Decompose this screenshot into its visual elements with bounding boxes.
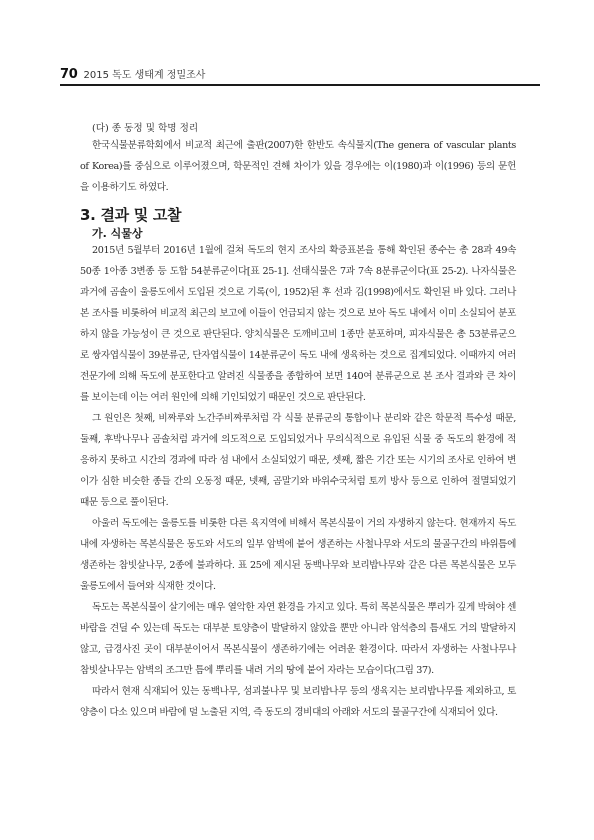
results-paragraph-1: 2015년 5월부터 2016년 1월에 걸쳐 독도의 현지 조사의 확증표본을 통해 확인된 종수는 총 28과 49속 50종 1아종 3변종 등 도합 54분류군이다[표 25-1]. 선태식물은 7과 7속 8분류군이다(표 25-2). 나자식물은 과거에 곰솔이 울릉도에서 도입된 것으로 기록(이, 1952)된 후 선과 김(1998)에서도 확인된 바 있다. 그러나 본 조사를 비롯하여 비교적 최근의 보고에 이들이 언급되지 않는 것으로 보아 독도 내에서 이미 소실되어 분포하지 않을 가능성이 큰 것으로 판단된다. 양치식물은 도깨비고비 1종만 분포하며, 피자식물은 총 53분류군으로 쌍자엽식물이 39분류군, 단자엽식물이 14분류군이 독도 내에 생육하는 것으로 집계되었다. 이때까지 여러 전문가에 의해 독도에 분포한다고 알려진 식물종을 종합하여 보면 140여 분류군으로 본 조사 결과와 큰 차이를 보이는데 이는 여러 원인에 의해 기인되었기 때문인 것으로 판단된다. (80, 245, 516, 403)
methods-body (80, 135, 516, 198)
page-number: 70 (60, 67, 78, 82)
running-head: 2015 독도 생태계 정밀조사 (83, 70, 206, 81)
section-title: 3. 결과 및 고찰 (80, 206, 182, 224)
header-rule (60, 84, 540, 86)
results-paragraph-3: 아울러 독도에는 울릉도를 비롯한 다른 육지역에 비해서 목본식물이 거의 자생하지 않는다. 현재까지 독도 내에 자생하는 목본식물은 동도와 서도의 일부 암벽에 붙어 생존하는 사철나무와 서도의 물골구간의 바위틈에 생존하는 참빗살나무, 2종에 불과하다. 표 25에 제시된 동백나무와 보리밥나무와 같은 다른 목본식물은 모두 울릉도에서 들여와 식재한 것이다. (80, 518, 516, 592)
header-line (60, 66, 540, 82)
page-header (60, 66, 540, 82)
results-paragraph-5: 따라서 현재 식재되어 있는 동백나무, 섬괴불나무 및 보리밥나무 등의 생육지는 보리밥나무를 제외하고, 토양층이 다소 있으며 바람에 덜 노출된 지역, 즉 동도의 경비대의 아래와 서도의 물골구간에 식재되어 있다. (80, 686, 516, 718)
methods-subheading: (다) 종 동정 및 학명 정리 (92, 123, 199, 134)
results-paragraph-2: 그 원인은 첫째, 비짜루와 노간주비짜루처럼 각 식물 분류군의 통합이나 분리와 같은 학문적 특수성 때문, 둘째, 후박나무나 곰솔처럼 과거에 의도적으로 도입되었거나 무의식적으로 유입된 식물 중 독도의 환경에 적응하지 못하고 시간의 경과에 따라 섬 내에서 소실되었기 때문, 셋째, 짧은 기간 또는 시기의 조사로 인하여 변이가 심한 비슷한 종들 간의 오동정 때문, 넷째, 곰말기와 바위수국처럼 토끼 방사 등으로 인하여 절멸되었기 때문 등으로 풀이된다. (80, 413, 516, 508)
results-paragraph-4: 독도는 목본식물이 살기에는 매우 열악한 자연 환경을 가지고 있다. 특히 목본식물은 뿌리가 깊게 박혀야 센 바람을 견딜 수 있는데 독도는 대부분 토양층이 발달하지 않았을 뿐만 아니라 암석층의 틈새도 거의 발달하지 않고, 급경사진 곳이 대부분이어서 목본식물이 생존하기에는 어려운 환경이다. 따라서 자생하는 사철나무나 참빗살나무는 암벽의 조그만 틈에 뿌리를 내려 거의 땅에 붙어 자라는 모습이다(그림 37). (80, 602, 516, 676)
results-body (80, 240, 516, 723)
methods-paragraph: 한국식물분류학회에서 비교적 최근에 출판(2007)한 한반도 속식물지(The genera of vascular plants of Korea)를 중심으로 이루어졌으며, 학문적인 견해 차이가 있을 경우에는 이(1980)과 이(1996) 등의 문헌을 이용하기도 하였다. (80, 140, 516, 193)
subsection-title: 가. 식물상 (92, 227, 143, 240)
